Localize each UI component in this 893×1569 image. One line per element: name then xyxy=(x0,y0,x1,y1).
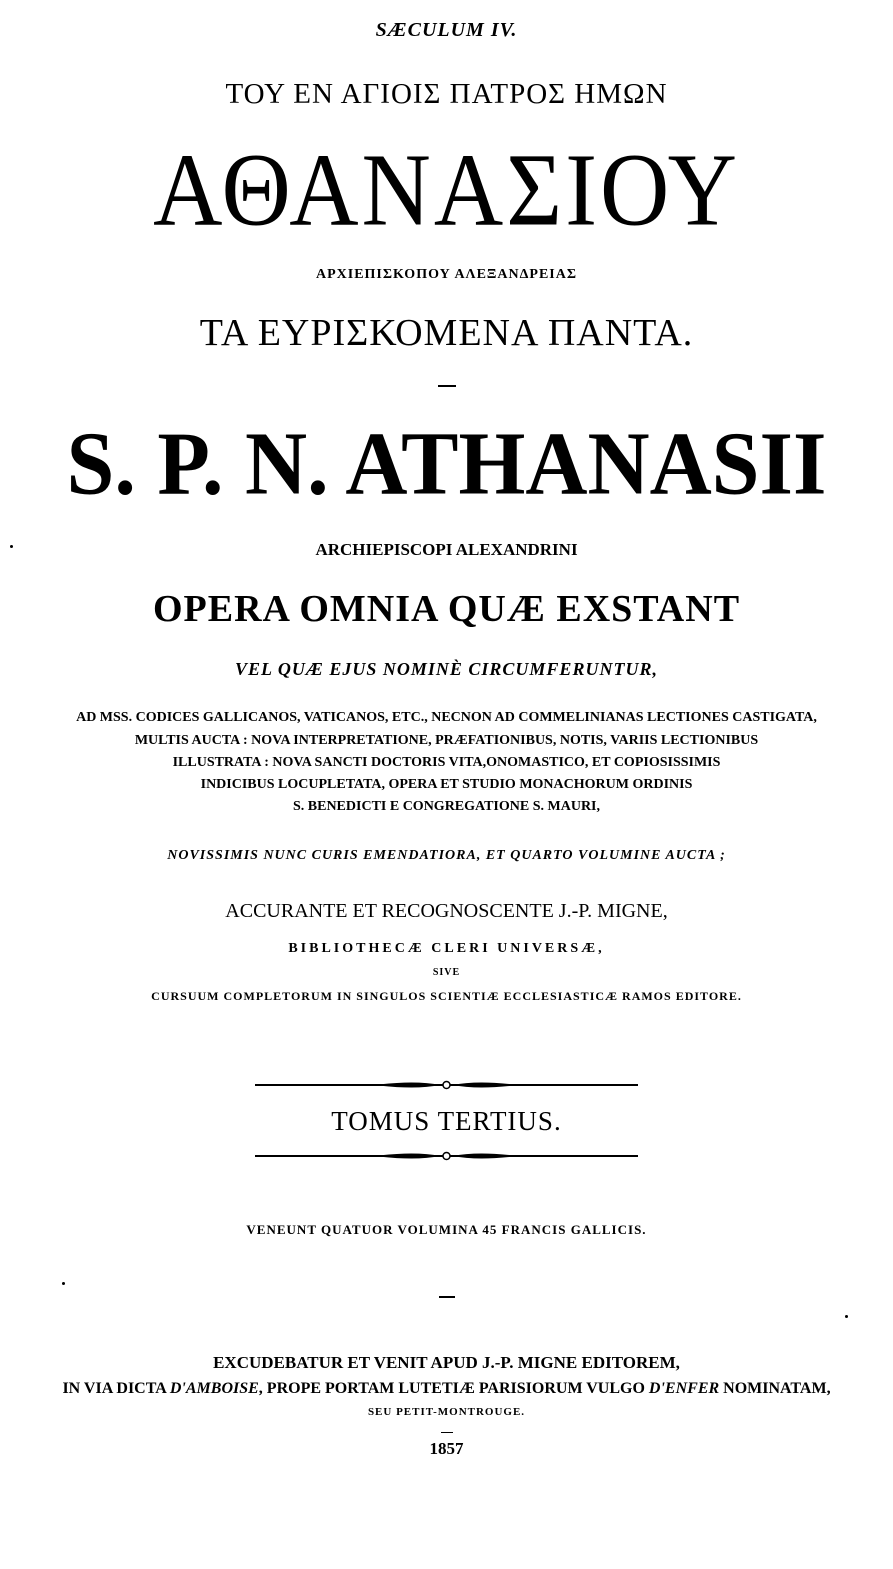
imprint-gate-name: D'ENFER xyxy=(648,1380,720,1397)
bibliothecae-line: BIBLIOTHECÆ CLERI UNIVERSÆ, xyxy=(288,941,605,956)
novissimis-line: NOVISSIMIS NUNC CURIS EMENDATIORA, ET QUARTO VOLUMINE AUCTA ; xyxy=(167,848,726,863)
saeculum-heading: SÆCULUM IV. xyxy=(375,19,518,41)
greek-intro-line: ΤΟΥ ΕΝ ΑΓΙΟΙΣ ΠΑΤΡΟΣ ΗΜΩΝ xyxy=(225,78,668,110)
scan-speck xyxy=(10,545,13,548)
description-line-2: MULTIS AUCTA : NOVA INTERPRETATIONE, PRÆFATIONIBUS, NOTIS, VARIIS LECTIONIBUS xyxy=(134,733,759,748)
opera-omnia-line: OPERA OMNIA QUÆ EXSTANT xyxy=(152,588,741,630)
publication-year: 1857 xyxy=(429,1439,464,1458)
greek-author-title: ΑΡΧΙΕΠΙΣΚΟΠΟΥ ΑΛΕΞΑΝΔΡΕΙΑΣ xyxy=(315,267,578,282)
greek-author-name: ΑΘΑΝΑΣΙΟΥ xyxy=(153,131,740,248)
description-line-4: INDICIBUS LOCUPLETATA, OPERA ET STUDIO MONACHORUM ORDINIS xyxy=(200,777,693,792)
latin-author-name: S. P. N. ATHANASII xyxy=(66,412,827,514)
imprint-line-2-part-c: , PROPE PORTAM LUTETIÆ PARISIORUM VULGO xyxy=(258,1380,649,1397)
greek-works-line: ΤΑ ΕΥΡΙΣΚΟΜΕΝΑ ΠΑΝΤΑ. xyxy=(199,312,694,354)
description-line-5: S. BENEDICTI E CONGREGATIONE S. MAURI, xyxy=(292,799,600,814)
short-divider xyxy=(438,385,456,387)
tomus-line: TOMUS TERTIUS. xyxy=(331,1106,562,1136)
imprint-street-name: D'AMBOISE xyxy=(169,1380,259,1397)
imprint-line-2-part-e: NOMINATAM, xyxy=(719,1380,831,1397)
imprint-line-1: EXCUDEBATUR ET VENIT APUD J.-P. MIGNE EDITOREM, xyxy=(213,1353,680,1372)
vel-quae-line: VEL QUÆ EJUS NOMINÈ CIRCUMFERUNTUR, xyxy=(235,659,658,679)
description-line-1: AD MSS. CODICES GALLICANOS, VATICANOS, ETC., NECNON AD COMMELINIANAS LECTIONES CASTIGATA, xyxy=(76,710,817,725)
ornamental-rule-bottom xyxy=(255,1150,638,1162)
imprint-line-2-part-a: IN VIA DICTA xyxy=(62,1380,170,1397)
accurante-line: ACCURANTE ET RECOGNOSCENTE J.-P. MIGNE, xyxy=(225,900,668,922)
imprint-line-3: SEU PETIT-MONTROUGE. xyxy=(367,1406,526,1418)
cursuum-line: CURSUUM COMPLETORUM IN SINGULOS SCIENTIÆ ECCLESIASTICÆ RAMOS EDITORE. xyxy=(151,989,742,1003)
latin-author-title: ARCHIEPISCOPI ALEXANDRINI xyxy=(315,540,578,559)
veneunt-line: VENEUNT QUATUOR VOLUMINA 45 FRANCIS GALLICIS. xyxy=(246,1222,647,1237)
short-divider-2 xyxy=(439,1296,455,1298)
imprint-line-2 xyxy=(0,1381,893,1397)
scan-speck xyxy=(62,1282,65,1285)
scan-speck xyxy=(845,1315,848,1318)
short-divider-3 xyxy=(441,1432,453,1433)
ornamental-rule-top xyxy=(255,1079,638,1091)
description-line-3: ILLUSTRATA : NOVA SANCTI DOCTORIS VITA,ONOMASTICO, ET COPIOSISSIMIS xyxy=(172,755,721,770)
sive-line: SIVE xyxy=(432,967,461,978)
